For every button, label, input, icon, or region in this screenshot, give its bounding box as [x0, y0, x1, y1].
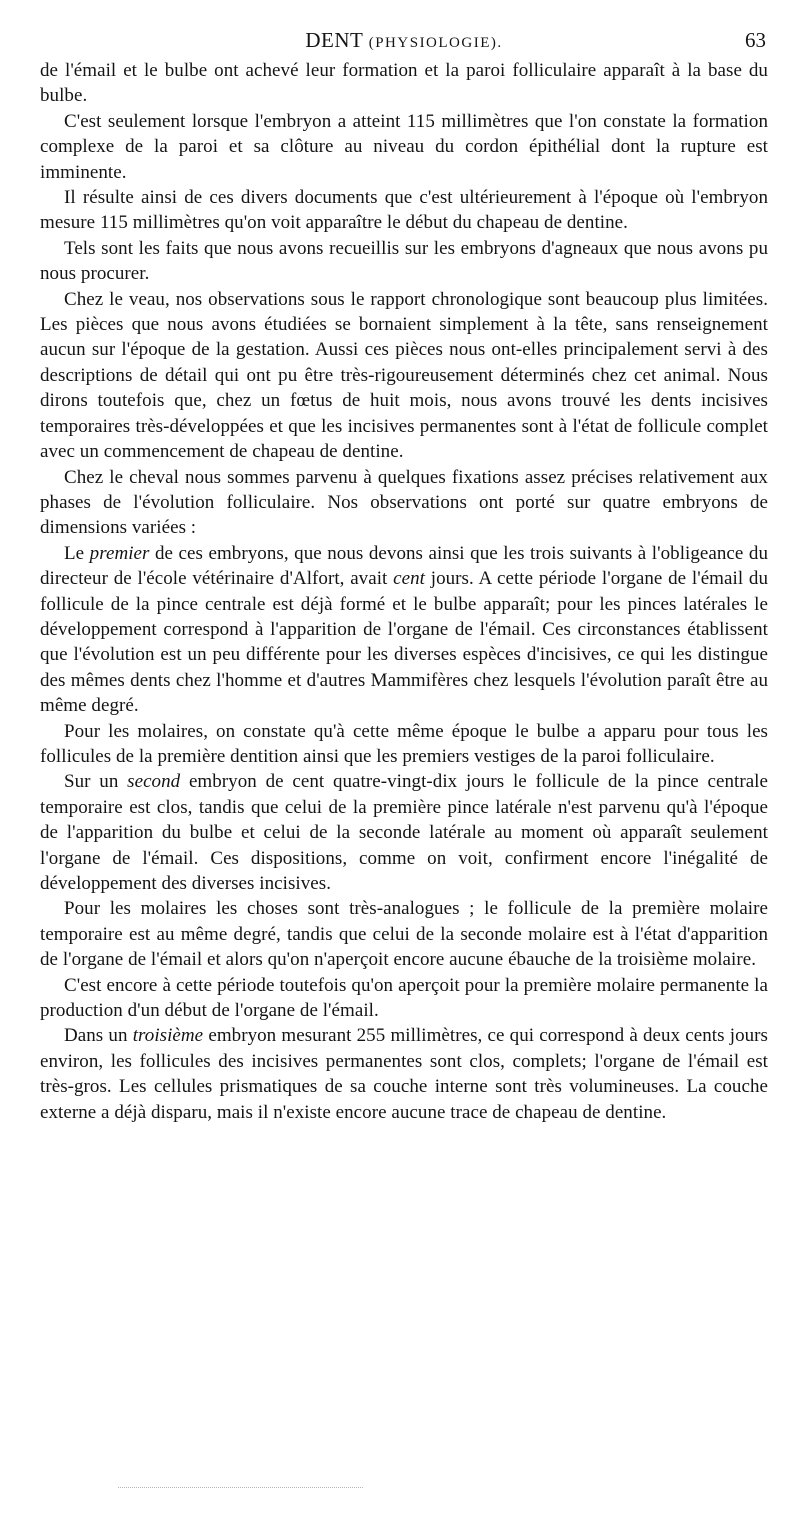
emphasis-premier: premier: [89, 542, 150, 564]
page-number: 63: [745, 28, 766, 52]
paragraph-4: Tels sont les faits que nous avons recueillis sur les embryons d'agneaux que nous avons pu nous procurer.: [40, 237, 768, 285]
paragraph-1: de l'émail et le bulbe ont achevé leur formation et la paroi folliculaire apparaît à la base du bulbe.: [40, 60, 768, 107]
page: [40, 28, 768, 1125]
paragraph-12: [40, 1023, 768, 1125]
paragraph-3: Il résulte ainsi de ces divers documents que c'est ultérieurement à l'époque où l'embryon mesure 115 millimètres qu'on voit apparaître le début du chapeau de dentine.: [40, 187, 768, 234]
paragraph-11: C'est encore à cette période toutefois qu'on aperçoit pour la première molaire permanente la production d'un début de l'organe de l'émail.: [40, 974, 768, 1022]
paragraph-9-end: embryon de cent quatre-vingt-dix jours le follicule de la pince centrale temporaire est clos, tandis que celui de la première pince latérale n'est parvenu qu'à l'époque de l'apparition du bulbe et celui de la seconde latérale au moment où apparaît seulement l'organe de l'émail. Ces dispositions, comme on voit, confirment encore l'inégalité de développement des diverses incisives.: [40, 771, 768, 894]
paragraph-7-middle: de ces embryons, que nous devons ainsi que les trois suivants à l'obligeance du directeur de l'école vétérinaire d'Alfort, avait: [40, 542, 768, 590]
emphasis-troisieme: troisième: [132, 1025, 204, 1047]
paragraph-12-end: embryon mesurant 255 millimètres, ce qui correspond à deux cents jours environ, les follicules des incisives permanentes sont clos, complets; l'organe de l'émail est très-gros. Les cellules prismatiques de sa couche interne sont très volumineuses. La couche externe a déjà disparu, mais il n'existe encore aucune trace de chapeau de dentine.: [40, 1025, 768, 1123]
paragraph-7: [40, 541, 768, 719]
emphasis-second: second: [127, 771, 181, 793]
faint-print-trace: [118, 1487, 363, 1488]
running-title-sub: (PHYSIOLOGIE).: [368, 35, 503, 51]
paragraph-9-start: Sur un: [64, 771, 128, 793]
running-header: [40, 28, 768, 58]
paragraph-5: Chez le veau, nos observations sous le rapport chronologique sont beaucoup plus limitées. Les pièces que nous avons étudiées se bornaient simplement à la tête, sans renseignement aucun sur l'époque de la gestation. Aussi ces pièces nous ont-elles principalement servi à des descriptions de détail qui ont pu être très-rigoureusement déterminés chez cet animal. Nous dirons toutefois que, chez un fœtus de huit mois, nous avons trouvé les dents incisives temporaires très-développées et que les incisives permanentes sont à l'état de follicule complet avec un commencement de chapeau de dentine.: [40, 288, 768, 463]
paragraph-2: C'est seulement lorsque l'embryon a atteint 115 millimètres que l'on constate la formation complexe de la paroi et sa clôture au niveau du cordon épithélial dont la rupture est imminente.: [40, 110, 768, 183]
paragraph-10: Pour les molaires les choses sont très-analogues ; le follicule de la première molaire temporaire est au même degré, tandis que celui de la seconde molaire est à l'état d'apparition de l'organe de l'émail et alors qu'on n'aperçoit encore aucune ébauche de la troisième molaire.: [40, 898, 768, 971]
paragraph-7-start: Le: [64, 542, 90, 564]
paragraph-6: Chez le cheval nous sommes parvenu à quelques fixations assez précises relativement aux phases de l'évolution folliculaire. Nos observations ont porté sur quatre embryons de dimensions variées :: [40, 466, 768, 539]
running-title: [40, 28, 768, 53]
paragraph-9: [40, 769, 768, 896]
body-text: [40, 58, 768, 1125]
running-title-main: DENT: [305, 28, 363, 52]
paragraph-7-end: jours. A cette période l'organe de l'émail du follicule de la pince centrale est déjà formé et le bulbe apparaît; pour les pinces latérales le développement correspond à l'apparition de l'organe de l'émail. Ces circonstances établissent que l'évolution est un peu différente pour les diverses espèces d'incisives, ce qui les distingue des mêmes dents chez l'homme et d'autres Mammifères chez lesquels l'évolution paraît être au même degré.: [40, 568, 768, 717]
paragraph-8: Pour les molaires, on constate qu'à cette même époque le bulbe a apparu pour tous les follicules de la première dentition ainsi que les premiers vestiges de la paroi folliculaire.: [40, 720, 768, 767]
emphasis-cent: cent: [393, 568, 425, 590]
paragraph-12-start: Dans un: [64, 1025, 133, 1047]
